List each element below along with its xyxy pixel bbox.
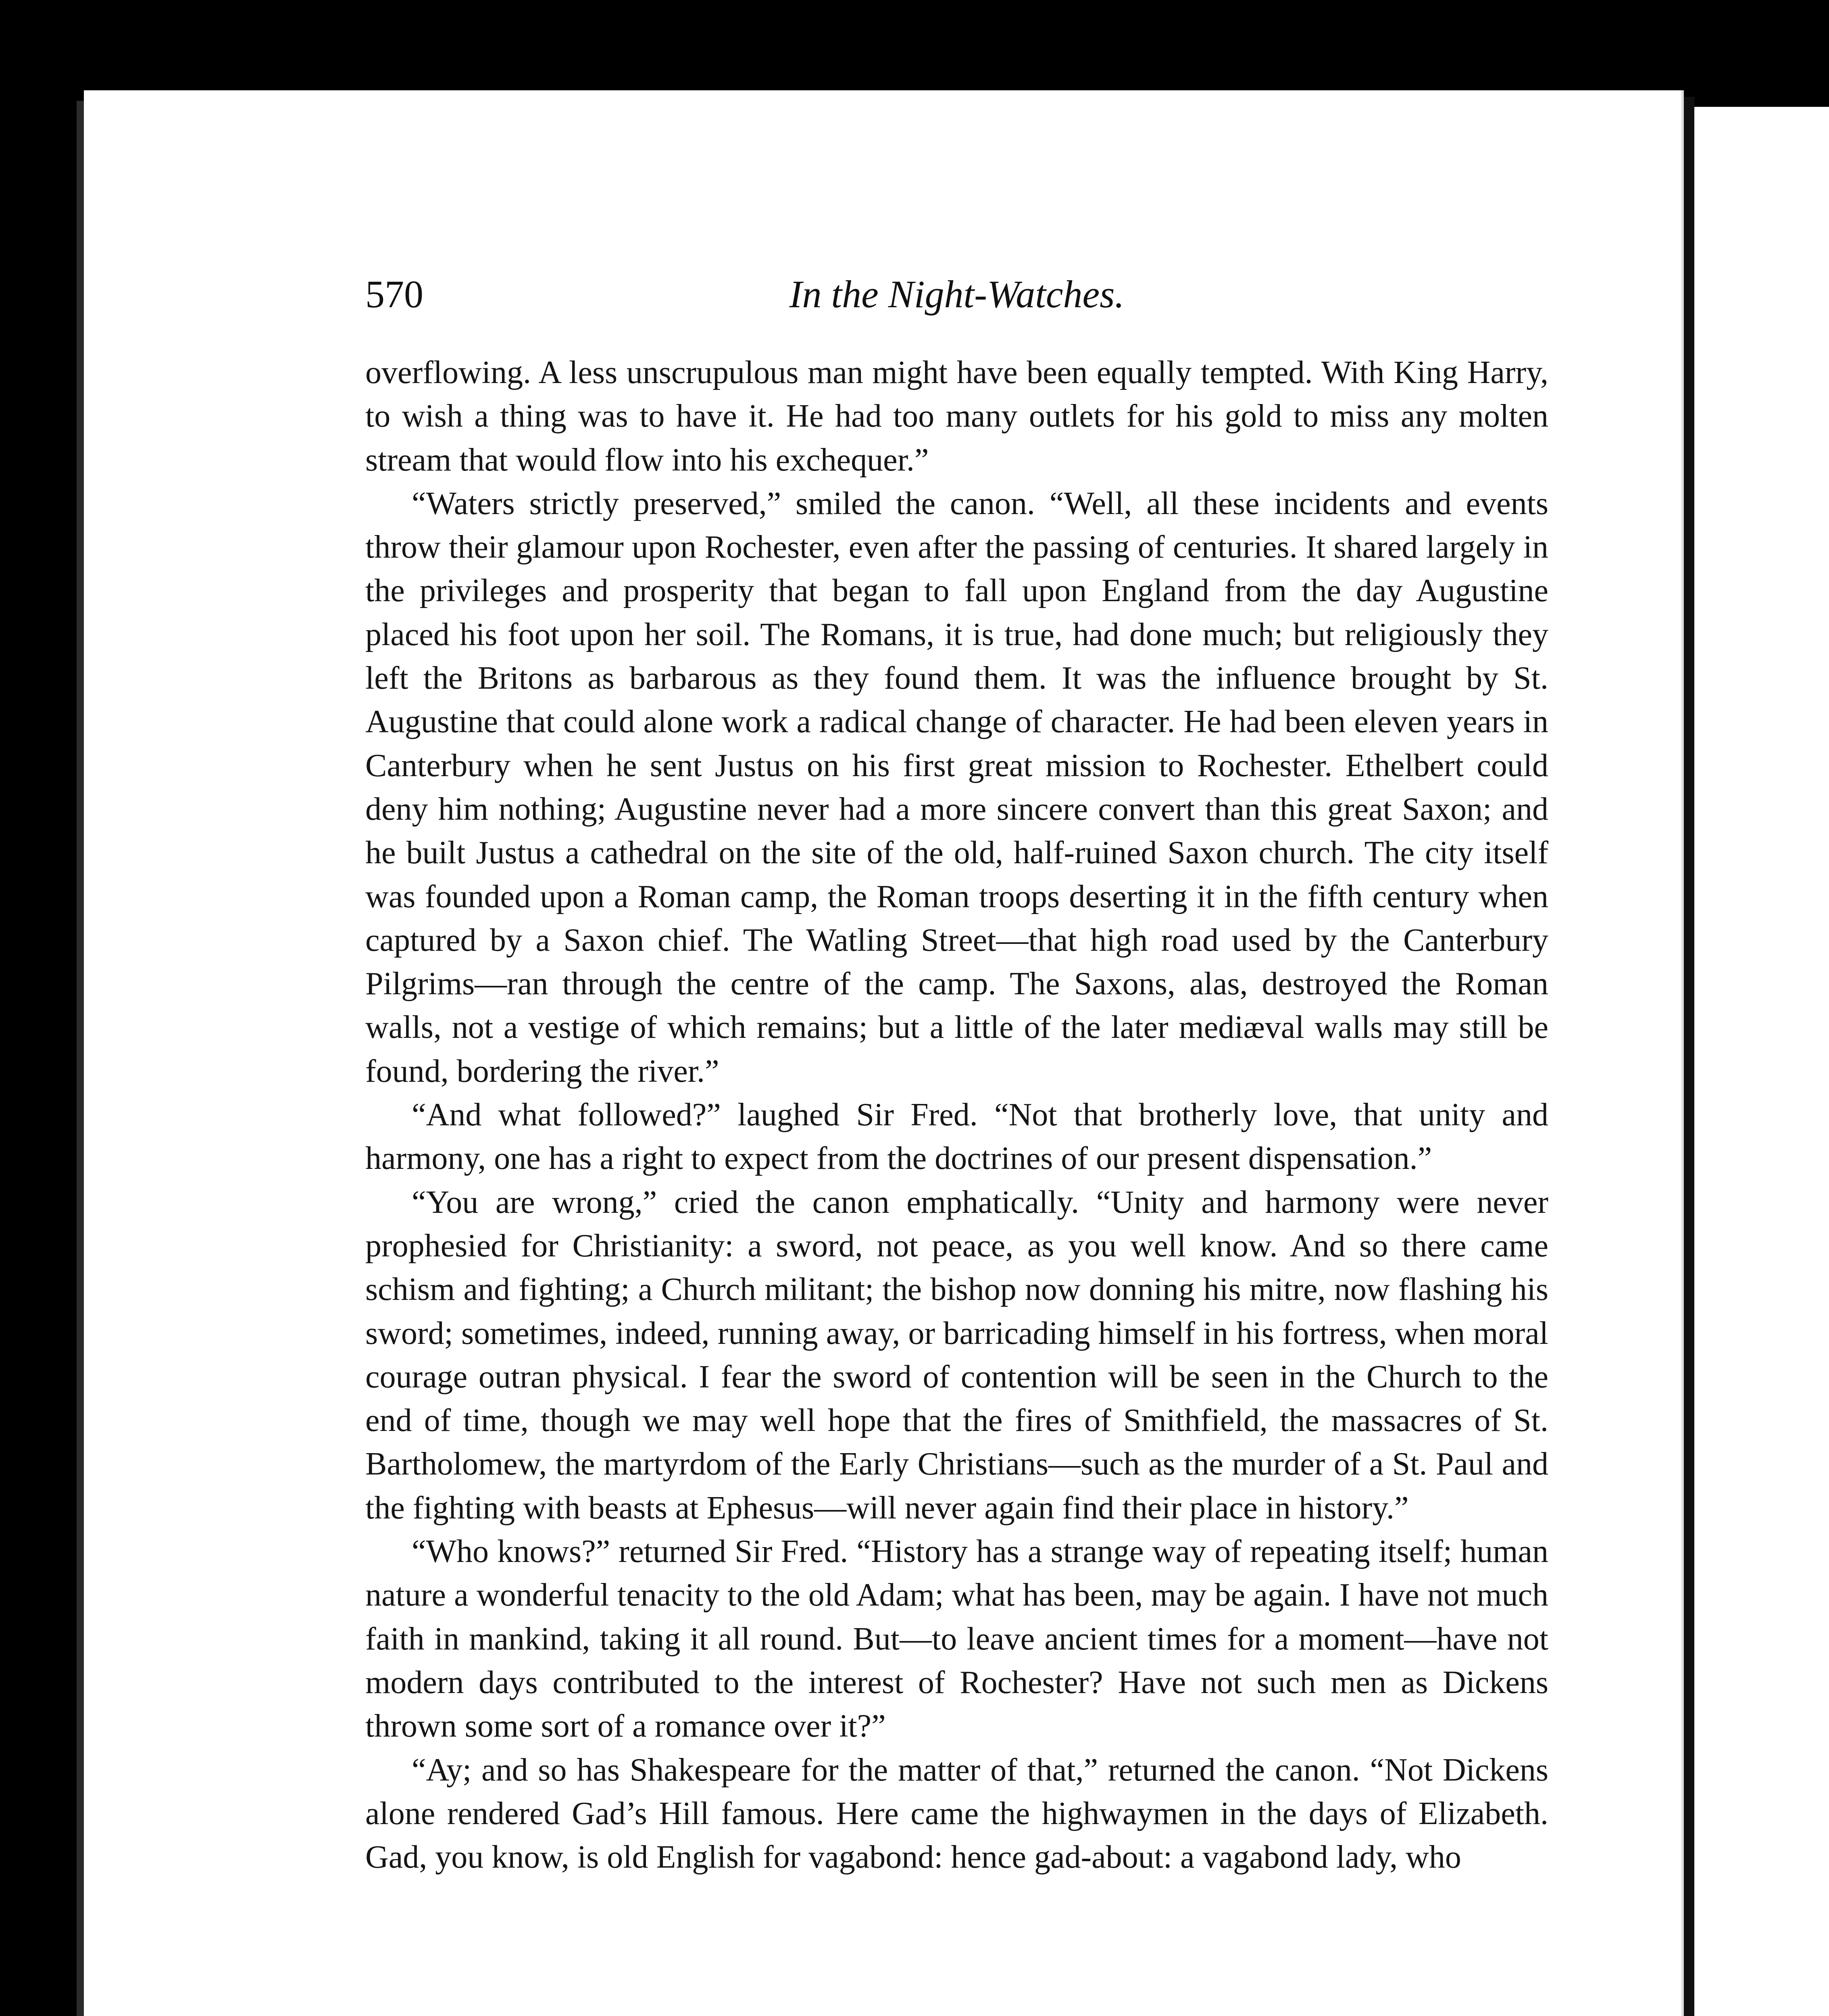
running-title: In the Night-Watches. xyxy=(789,273,1125,316)
paragraph-1: overflowing. A less unscrupulous man might have been equally tempted. With King Harry, to wish a thing was to have it. He had too many outlets for his gold to miss any molten stream that would flow into his exchequer.” xyxy=(365,355,1548,478)
paragraph-3: “And what followed?” laughed Sir Fred. “Not that brotherly love, that unity and harmony, one has a right to expect from the doctrines of our present dispensation.” xyxy=(365,1097,1548,1177)
page-gutter-shadow xyxy=(1684,97,1694,2016)
page-body-text xyxy=(365,351,1548,1879)
paragraph-6: “Ay; and so has Shakespeare for the matter of that,” returned the canon. “Not Dickens alone rendered Gad’s Hill famous. Here came the highwaymen in the days of Elizabeth. Gad, you know, is old English for vagabond: hence gad-about: a vagabond lady, who xyxy=(365,1752,1548,1875)
paragraph-2: “Waters strictly preserved,” smiled the canon. “Well, all these incidents and events throw their glamour upon Rochester, even after the passing of centuries. It shared largely in the privileges and prosperity that began to fall upon England from the day Augustine placed his foot upon her soil. The Romans, it is true, had done much; but religiously they left the Britons as barbarous as they found them. It was the influence brought by St. Augustine that could alone work a radical change of character. He had been eleven years in Canterbury when he sent Justus on his first great mission to Rochester. Ethelbert could deny him nothing; Augustine never had a more sincere convert than this great Saxon; and he built Justus a cathedral on the site of the old, half-ruined Saxon church. The city itself was founded upon a Roman camp, the Roman troops deserting it in the fifth century when captured by a Saxon chief. The Watling Street—that high road used by the Canterbury Pilgrims—ran through the centre of the camp. The Saxons, alas, destroyed the Roman walls, not a vestige of which remains; but a little of the later mediæval walls may still be found, bordering the river.” xyxy=(365,485,1548,1089)
paragraph-5: “Who knows?” returned Sir Fred. “History has a strange way of repeating itself; human nature a wonderful tenacity to the old Adam; what has been, may be again. I have not much faith in mankind, taking it all round. But—to leave ancient times for a moment—have not modern days contributed to the interest of Rochester? Have not such men as Dickens thrown some sort of a romance over it?” xyxy=(365,1534,1548,1744)
page-number: 570 xyxy=(365,273,423,316)
facing-page-edge xyxy=(1694,107,1829,2016)
paragraph-4: “You are wrong,” cried the canon emphatically. “Unity and harmony were never prophesied for Christianity: a sword, not peace, as you well know. And so there came schism and fighting; a Church militant; the bishop now donning his mitre, now flashing his sword; sometimes, indeed, running away, or barricading himself in his fortress, when moral courage outran physical. I fear the sword of contention will be seen in the Church to the end of time, though we may well hope that the fires of Smithfield, the massacres of St. Bartholomew, the martyrdom of the Early Christians—such as the murder of a St. Paul and the fighting with beasts at Ephesus—will never again find their place in history.” xyxy=(365,1184,1548,1526)
page-header xyxy=(365,266,1548,323)
